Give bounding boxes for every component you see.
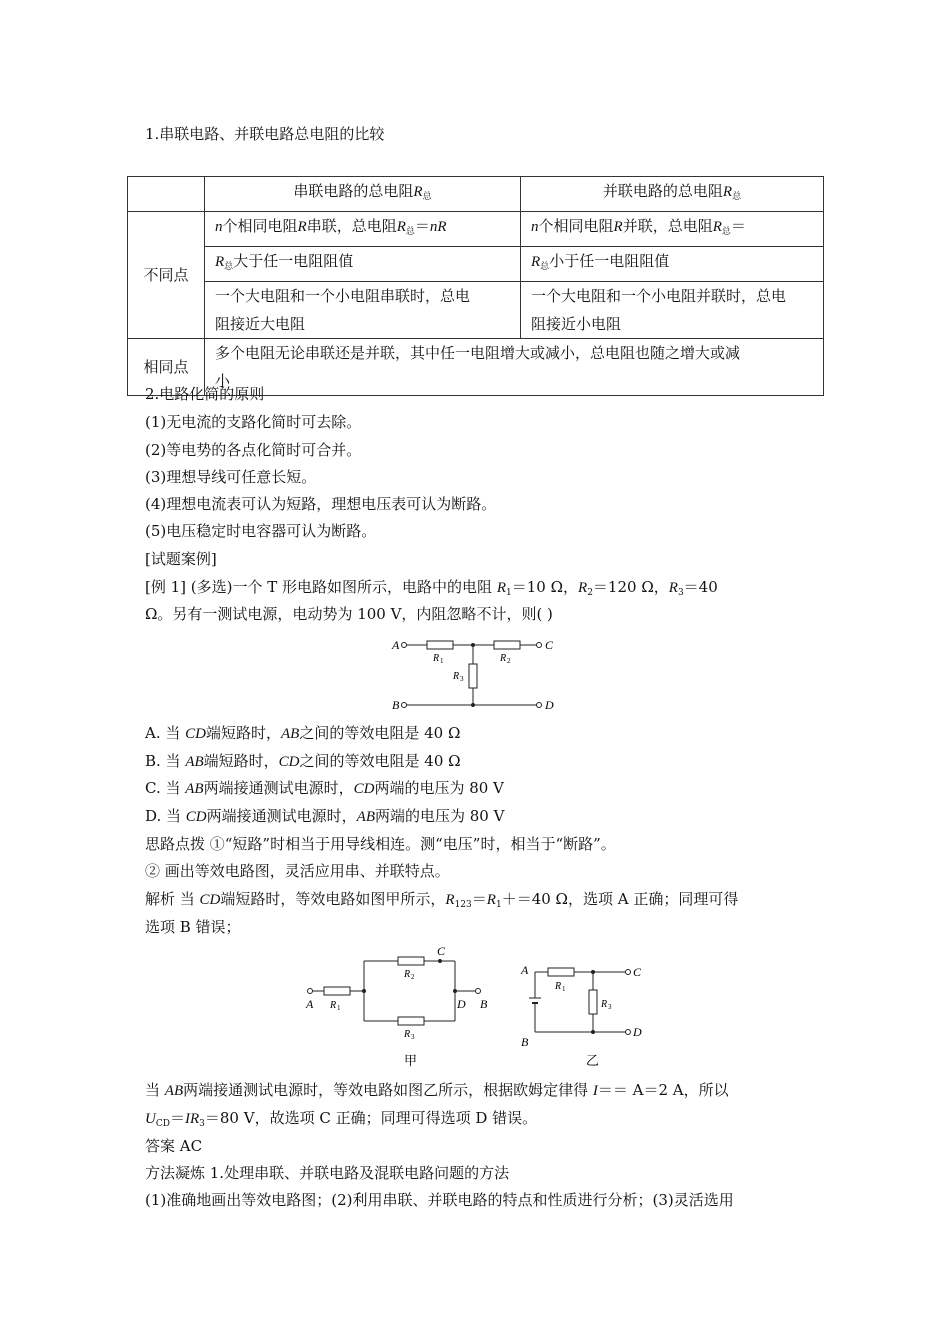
table-header-row	[128, 177, 824, 212]
svg-text:1: 1	[440, 657, 444, 665]
table-row	[128, 212, 824, 247]
analysis-line-1: 解析 当 CD端短路时，等效电路如图甲所示，$R_{123}=R_1+=40$ Ω，选项 A 正确；同理可得	[145, 890, 739, 910]
resistor-r2	[494, 641, 520, 649]
label-b: B	[521, 1035, 529, 1049]
series-header-cell	[205, 177, 521, 212]
label-r2: R	[404, 969, 411, 980]
comparison-table	[127, 176, 824, 396]
r-total-symbol: R	[413, 184, 423, 200]
series-header-text: 串联电路的总电阻	[293, 182, 414, 200]
svg-text:3: 3	[608, 1003, 612, 1011]
svg-text:1: 1	[337, 1004, 341, 1012]
series-cell-3: 一个大电阻和一个小电阻串联时，总电 阻接近大电阻	[205, 282, 521, 339]
parallel-cell-1: n个相同电阻R并联，总电阻$R_总=$	[521, 212, 824, 247]
option-d: D. 当 CD两端接通测试电源时，AB两端的电压为 80 V	[145, 807, 505, 825]
svg-text:1: 1	[562, 985, 566, 993]
terminal-a	[308, 989, 313, 994]
t-circuit-diagram	[390, 632, 570, 716]
caption-yi: 乙	[586, 1053, 600, 1068]
series-cell-2: $R_总$大于任一电阻阻值	[205, 247, 521, 282]
r-total-symbol: R	[722, 184, 733, 200]
parallel-header-text: 并联电路的总电阻	[602, 182, 723, 200]
label-d: D	[457, 997, 466, 1011]
label-a: A	[306, 997, 314, 1011]
case-header: [试题案例]	[145, 550, 217, 568]
r-total-sub: 总	[422, 192, 432, 202]
label-c: C	[633, 965, 642, 979]
svg-text:2: 2	[411, 973, 415, 981]
label-b: B	[480, 997, 488, 1011]
circuit-yi-diagram	[515, 960, 665, 1070]
label-r2: R	[500, 653, 507, 664]
section-2-title: 2.电路化简的原则	[145, 385, 265, 403]
label-r1: R	[330, 1000, 337, 1011]
rule-item: (4)理想电流表可认为短路，理想电压表可认为断路。	[145, 495, 497, 513]
label-c: C	[437, 944, 446, 958]
diff-label-cell	[128, 212, 205, 339]
label-r3: R	[404, 1029, 411, 1040]
parallel-cell-2: $R_总$小于任一电阻阻值	[521, 247, 824, 282]
terminal-b	[476, 989, 481, 994]
resistor-r2	[398, 957, 424, 965]
terminal-b	[402, 703, 407, 708]
resistor-r3	[589, 990, 597, 1014]
label-d: D	[545, 698, 554, 712]
table-row	[128, 282, 824, 339]
rule-item: (3)理想导线可任意长短。	[145, 468, 317, 486]
caption-jia: 甲	[404, 1053, 418, 1068]
series-cell-1: n个相同电阻R串联，总电阻$R_总=nR$	[205, 212, 521, 247]
option-a: A. 当 CD端短路时，AB之间的等效电阻是 40 Ω	[145, 724, 461, 742]
label-r3: R	[601, 999, 608, 1010]
parallel-cell-3: 一个大电阻和一个小电阻并联时，总电 阻接近小电阻	[521, 282, 824, 339]
example-line-1: [例 1] (多选)一个 T 形电路如图所示，电路中的电阻 $R_1=10$ Ω，$R_2=120$ Ω，$R_3=40$	[145, 578, 718, 598]
analysis-line-2: 选项 B 错误；	[145, 918, 241, 936]
section-1-title: 1.串联电路、并联电路总电阻的比较	[145, 125, 385, 143]
terminal-a	[402, 643, 407, 648]
label-b: B	[392, 698, 400, 712]
option-b: B. 当 AB端短路时，CD之间的等效电阻是 40 Ω	[145, 752, 461, 770]
label-c: C	[545, 638, 554, 652]
method-line-1: 方法凝炼 1.处理串联、并联电路及混联电路问题的方法	[145, 1164, 510, 1182]
terminal-d	[626, 1030, 631, 1035]
terminal-d	[537, 703, 542, 708]
method-line-2: (1)准确地画出等效电路图；(2)利用串联、并联电路的特点和性质进行分析；(3)灵活选用	[145, 1191, 734, 1209]
table-corner-cell	[128, 177, 205, 212]
parallel-header-cell	[521, 177, 824, 212]
terminal-c	[537, 643, 542, 648]
answer: 答案 AC	[145, 1137, 203, 1155]
analysis-line-3: 当 AB两端接通测试电源时，等效电路如图乙所示，根据欧姆定律得 I＝＝ A＝2 A，所以	[145, 1081, 729, 1099]
analysis-line-4: $U_{CD}=IR_3=80$ V，故选项 C 正确；同理可得选项 D 错误。	[145, 1109, 538, 1129]
resistor-r1	[427, 641, 453, 649]
resistor-r3	[469, 664, 477, 688]
resistor-r3	[398, 1017, 424, 1025]
same-text-cell: 多个电阻无论串联还是并联，其中任一电阻增大或减小，总电阻也随之增大或减 小	[205, 339, 824, 396]
resistor-r1	[548, 968, 574, 976]
label-a: A	[521, 963, 529, 977]
label-a: A	[392, 638, 400, 652]
label-r1: R	[433, 653, 440, 664]
r-total-sub: 总	[732, 192, 742, 202]
diff-label: 不同点	[143, 266, 189, 284]
label-r1: R	[555, 981, 562, 992]
label-d: D	[633, 1025, 642, 1039]
terminal-c	[626, 970, 631, 975]
rule-item: (5)电压稳定时电容器可认为断路。	[145, 522, 377, 540]
circuit-jia-diagram	[300, 944, 500, 1069]
table-row	[128, 247, 824, 282]
svg-text:2: 2	[507, 657, 511, 665]
svg-text:3: 3	[460, 675, 464, 683]
hint-line-1: 思路点拨 ①“短路”时相当于用导线相连。测“电压”时，相当于“断路”。	[145, 835, 616, 853]
example-line-2: Ω。另有一测试电源，电动势为 100 V，内阻忽略不计，则( )	[145, 605, 553, 623]
svg-text:3: 3	[411, 1033, 415, 1041]
rule-item: (1)无电流的支路化简时可去除。	[145, 413, 362, 431]
option-c: C. 当 AB两端接通测试电源时，CD两端的电压为 80 V	[145, 779, 504, 797]
same-label: 相同点	[143, 358, 189, 376]
label-r3: R	[453, 671, 460, 682]
hint-line-2: ② 画出等效电路图，灵活应用串、并联特点。	[145, 862, 450, 880]
rule-item: (2)等电势的各点化简时可合并。	[145, 441, 362, 459]
resistor-r1	[324, 987, 350, 995]
